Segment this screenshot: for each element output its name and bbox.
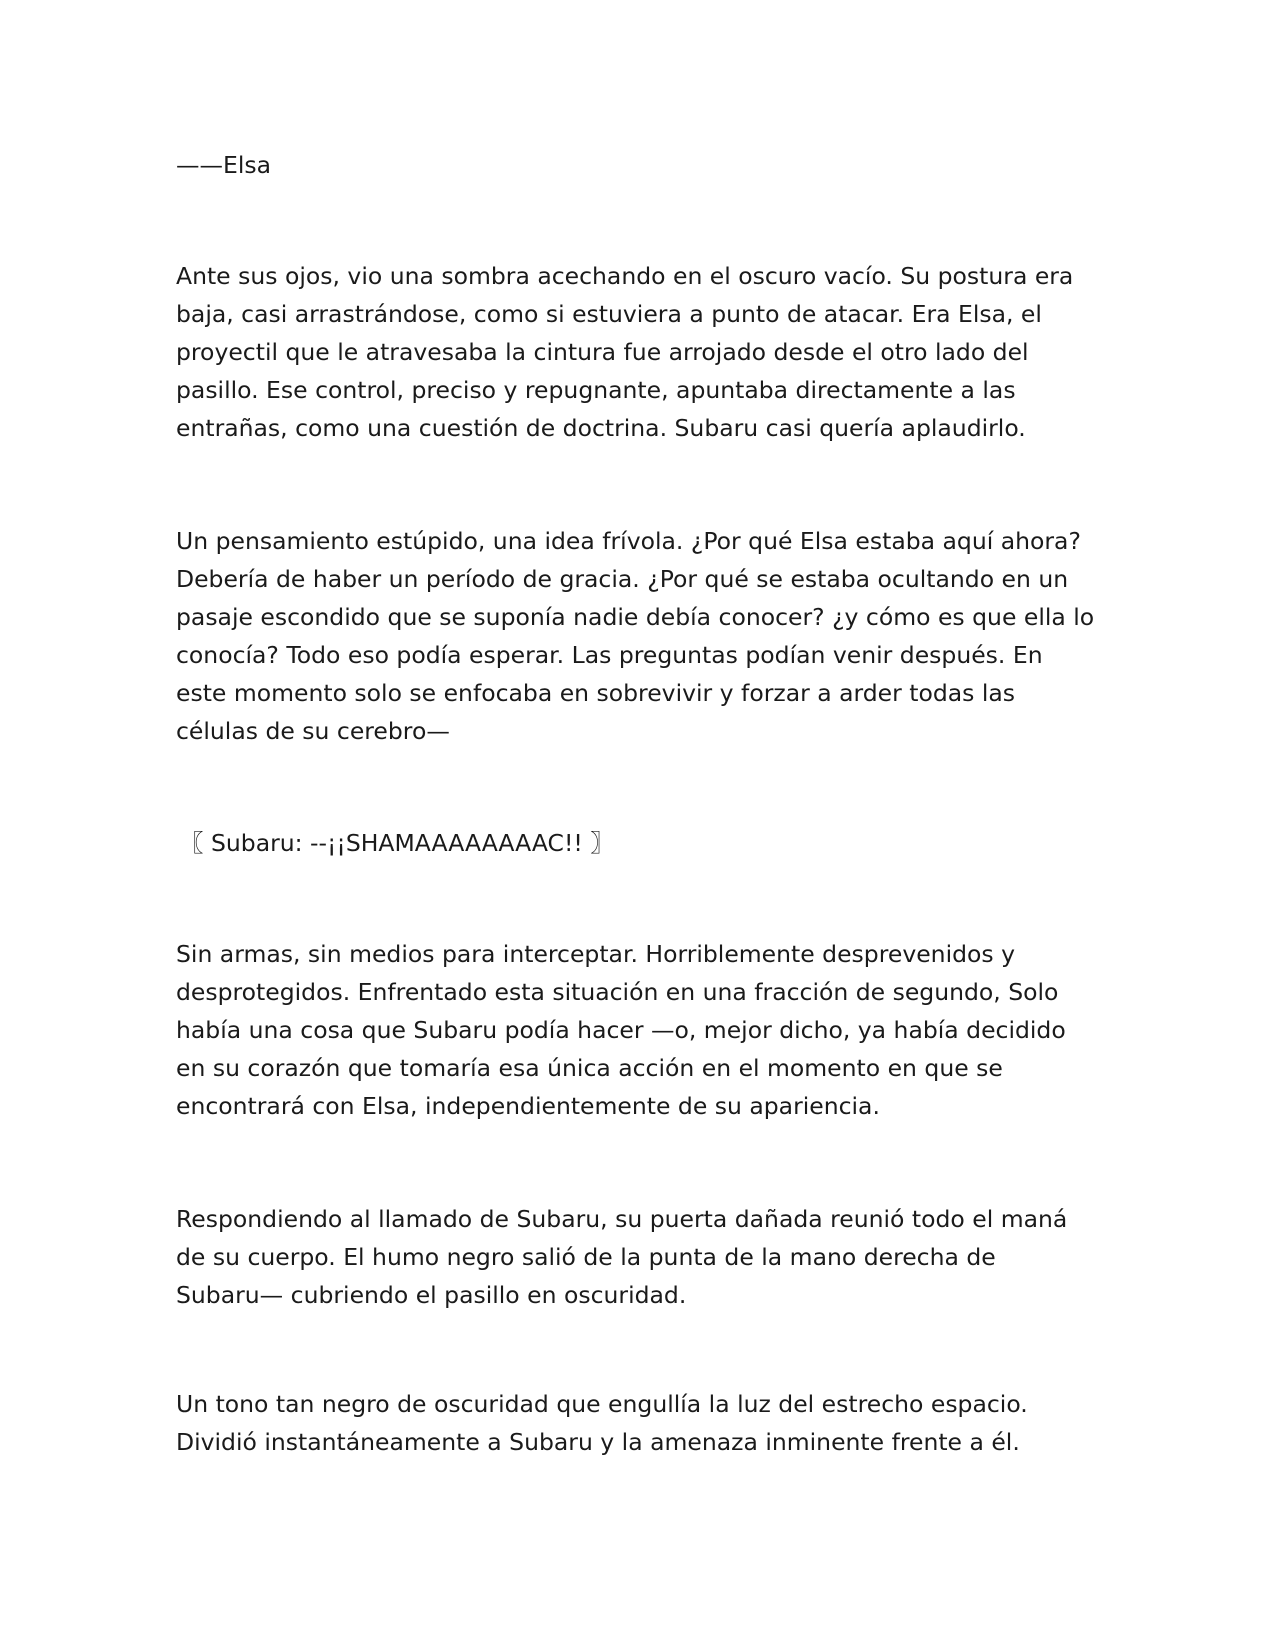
dialogue-line-subaru: 〖 Subaru: --¡¡SHAMAAAAAAAAC!! 〗 [180,829,614,857]
paragraph-shadow-in-void: Ante sus ojos, vio una sombra acechando en el oscuro vacío. Su postura era baja, casi arrastrándose, como si estuviera a punto de atacar. Era Elsa, el proyectil que le atravesaba la cintura fue arrojado desde el otro lado del pasillo. Ese control, preciso y repugnante, apuntaba directamente a las entrañas, como una cuestión de doctrina. Subaru casi quería aplaudirlo. [176,262,1074,442]
paragraph-stupid-thought: Un pensamiento estúpido, una idea frívola. ¿Por qué Elsa estaba aquí ahora? Debería de haber un período de gracia. ¿Por qué se estaba ocultando en un pasaje escondido que se suponía nadie debía conocer? ¿y cómo es que ella lo conocía? Todo eso podía esperar. Las preguntas podían venir después. En este momento solo se enfocaba en sobrevivir y forzar a arder todas las células de su cerebro— [176,527,1095,745]
paragraph-darkness: Un tono tan negro de oscuridad que engullía la luz del estrecho espacio. Dividió instantáneamente a Subaru y la amenaza inminente frente a él. [176,1390,1028,1456]
scene-break-heading: ——Elsa [176,151,272,179]
paragraph-no-weapons: Sin armas, sin medios para interceptar. Horriblemente desprevenidos y desprotegidos. Enfrentado esta situación en una fracción de segundo, Solo había una cosa que Subaru podía hacer —o, mejor dicho, ya había decidido en su corazón que tomaría esa única acción en el momento en que se encontrará con Elsa, independientemente de su apariencia. [176,940,1066,1120]
paragraph-damaged-gate: Respondiendo al llamado de Subaru, su puerta dañada reunió todo el maná de su cuerpo. El humo negro salió de la punta de la mano derecha de Subaru— cubriendo el pasillo en oscuridad. [176,1205,1068,1309]
